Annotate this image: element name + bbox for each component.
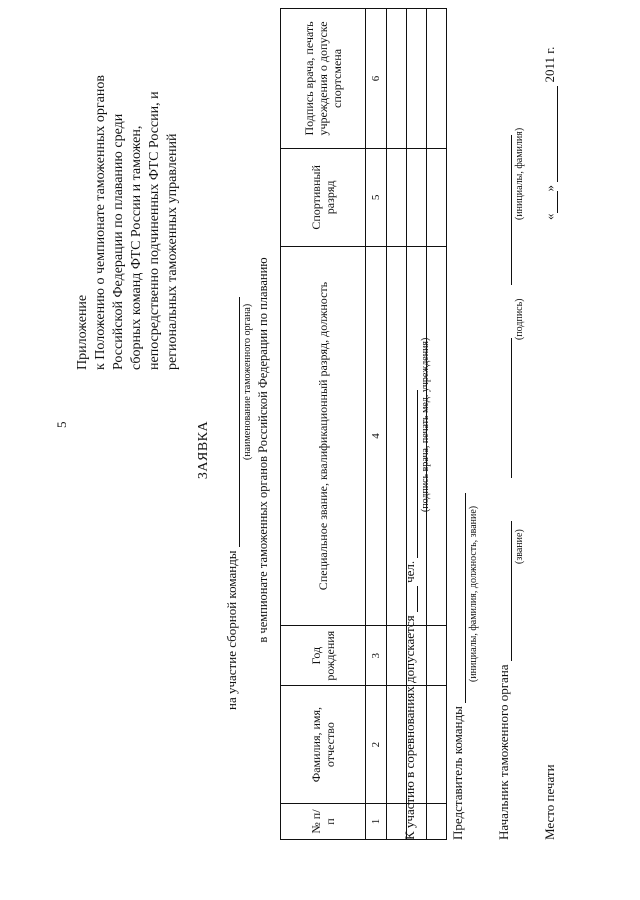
column-number: 1 bbox=[366, 804, 387, 840]
representative-blank bbox=[451, 493, 466, 703]
chief-name-blank bbox=[497, 135, 512, 285]
chief-line bbox=[496, 135, 512, 840]
header-rank-position: Специальное звание, квалификационный разряд, должность bbox=[281, 246, 366, 625]
column-number: 5 bbox=[366, 148, 387, 246]
team-line bbox=[224, 297, 240, 710]
appendix-line: Приложение bbox=[75, 294, 90, 370]
column-number: 4 bbox=[366, 246, 387, 625]
doctor-signature-blank bbox=[403, 390, 418, 558]
admitted-count-blank bbox=[403, 586, 418, 612]
chief-signature-caption: (подпись) bbox=[514, 298, 525, 340]
chief-name-caption: (инициалы, фамилия) bbox=[514, 127, 525, 220]
representative-caption: (инициалы, фамилия, должность, звание) bbox=[468, 505, 479, 682]
date-open-quote: « bbox=[542, 213, 557, 220]
header-birth-year: Год рождения bbox=[281, 626, 366, 686]
header-number: № п/п bbox=[281, 804, 366, 840]
page-number: 5 bbox=[54, 421, 69, 428]
table-cell bbox=[427, 626, 447, 686]
table-cell bbox=[427, 686, 447, 804]
representative-line bbox=[450, 493, 466, 840]
table-header-row bbox=[281, 9, 366, 840]
table-cell bbox=[427, 9, 447, 149]
doctor-signature-caption: (подпись врача, печать мед. учреждения) bbox=[420, 337, 431, 512]
chief-rank-caption: (звание) bbox=[514, 529, 525, 564]
appendix-note bbox=[74, 75, 182, 370]
column-number: 2 bbox=[366, 686, 387, 804]
month-blank bbox=[543, 86, 558, 182]
appendix-line: региональных таможенных управлений bbox=[165, 133, 180, 370]
team-name-blank bbox=[225, 297, 240, 547]
table-cell bbox=[387, 148, 407, 246]
admitted-line bbox=[402, 390, 418, 840]
admitted-unit: чел. bbox=[402, 560, 417, 583]
header-full-name: Фамилия, имя, отчество bbox=[281, 686, 366, 804]
table-number-row bbox=[366, 9, 387, 840]
year-label: 2011 г. bbox=[542, 46, 557, 83]
chief-signature-blank bbox=[497, 338, 512, 478]
table-cell bbox=[387, 9, 407, 149]
date-close-quote: » bbox=[542, 185, 557, 192]
table-cell bbox=[407, 9, 427, 149]
column-number: 3 bbox=[366, 626, 387, 686]
team-name-caption: (наименование таможенного органа) bbox=[242, 303, 253, 460]
team-line-prefix: на участие сборной команды bbox=[224, 550, 239, 710]
appendix-line: Российской Федерации по плаванию среди bbox=[111, 113, 126, 370]
stamp-label: Место печати bbox=[542, 764, 557, 840]
appendix-line: сборных команд ФТС России и таможен, bbox=[129, 125, 144, 370]
header-sport-rank: Спортивный разряд bbox=[281, 148, 366, 246]
table-cell bbox=[407, 148, 427, 246]
appendix-line: непосредственно подчиненных ФТС России, и bbox=[147, 91, 162, 370]
chief-label: Начальник таможенного органа bbox=[496, 664, 511, 840]
day-blank bbox=[543, 192, 558, 214]
date-line bbox=[542, 47, 558, 220]
document-subtitle: в чемпионате таможенных органов Российской Федерации по плаванию bbox=[256, 257, 270, 643]
table-cell bbox=[427, 804, 447, 840]
admitted-prefix: К участию в соревнованиях допускается bbox=[402, 615, 417, 840]
appendix-line: к Положению о чемпионате таможенных органов bbox=[93, 75, 108, 370]
document-title: ЗАЯВКА bbox=[196, 420, 211, 480]
table-cell bbox=[427, 148, 447, 246]
column-number: 6 bbox=[366, 9, 387, 149]
representative-label: Представитель команды bbox=[450, 706, 465, 840]
chief-rank-blank bbox=[497, 521, 512, 661]
header-doctor-signature: Подпись врача, печать учреждения о допуске спортсмена bbox=[281, 9, 366, 149]
